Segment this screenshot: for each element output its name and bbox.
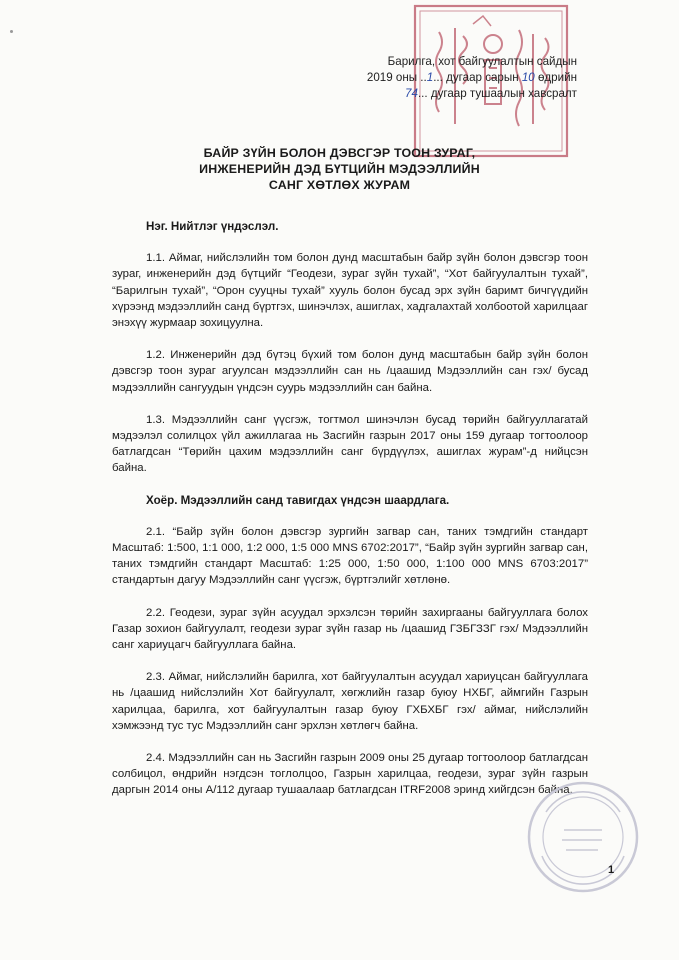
handwritten-order-number: 74	[405, 87, 418, 100]
section-heading-2: Хоёр. Мэдээллийн санд тавигдах үндсэн шаардлага.	[146, 493, 450, 507]
paragraph-2-2: 2.2. Геодези, зураг зүйн асуудал эрхэлсэн төрийн захиргааны байгууллага болох Газар зохион байгуулалт, геодези зураг зүйн газар нь /цаашид ГЗБГЗЗГ гэх/ Мэдээллийн санг хариуцагч байгууллага байна.	[112, 606, 588, 652]
title-line-2: ИНЖЕНЕРИЙН ДЭД БҮТЦИЙН МЭДЭЭЛЛИЙН	[199, 162, 480, 176]
paragraph-1-2: 1.2. Инженерийн дэд бүтэц бүхий том болон дунд масштабын байр зүйн болон дэвсгэр тоон зураг агуулсан мэдээллийн сан нь /цаашид Мэдээллийн сан гэх/ бусад мэдээллийн сангуудын үндсэн суурь мэдээллийн сан байна.	[112, 349, 588, 394]
page-number: 1	[608, 864, 615, 876]
title-line-1: БАЙР ЗҮЙН БОЛОН ДЭВСГЭР ТООН ЗУРАГ,	[203, 146, 476, 160]
handwritten-day: 10	[521, 71, 535, 84]
round-seal	[524, 778, 642, 896]
paragraph-1-3: 1.3. Мэдээллийн санг үүсгэж, тогтмол шинэчлэн бусад төрийн байгууллагатай мэдээлэл солилцох үйл ажиллагаа нь Засгийн газрын 2017 оны 159 дугаар тогтоолоор батлагдсан “Төрийн цахим мэдээллийн санг бүрдүүлэх, ашиглах журам”-д нийцсэн байна.	[112, 413, 588, 475]
paragraph-1-1: 1.1. Аймаг, нийслэлийн том болон дунд масштабын байр зүйн болон дэвсгэр тоон зураг, инженерийн дэд бүтцийг “Геодези, зураг зүйн тухай”, “Хот байгуулалтын тухай”, “Барилгын тухай”, “Орон сууцны тухай” хууль болон бусад эрх зүйн баримт бичгүүдийн хүрээнд мэдээллийн санд бүртгэх, шинэчлэх, ашиглах, хадгалахтай холбоотой харилцааг энэхүү журмаар зохицуулна.	[112, 252, 588, 330]
header-line-2: 2019 оны ..1... дугаар сарын 10 өдрийн	[366, 71, 577, 84]
title-line-3: САНГ ХӨТЛӨХ ЖУРАМ	[268, 178, 411, 192]
attachment-header	[367, 54, 577, 102]
section-heading-1: Нэг. Нийтлэг үндэслэл.	[146, 220, 279, 233]
header-line-3: 74... дугаар тушаалын хавсралт	[405, 87, 577, 100]
handwritten-month: 1	[426, 71, 434, 84]
header-line-1: Барилга, хот байгуулалтын сайдын	[387, 55, 577, 68]
scan-speck	[10, 30, 13, 33]
document-body	[112, 219, 588, 815]
paragraph-2-4: 2.4. Мэдээллийн сан нь Засгийн газрын 2009 оны 25 дугаар тогтоолоор батлагдсан солбицол, өндрийн нэгдсэн тоглолцоо, Газрын харилцаа, геодези, зураг зүйн газрын даргын 2014 оны А/112 дугаар тушаалаар батлагдсан ITRF2008 эринд хийгдсэн байна.	[112, 752, 588, 797]
document-title	[0, 145, 679, 193]
paragraph-2-3: 2.3. Аймаг, нийслэлийн барилга, хот байгуулалтын асуудал хариуцсан байгууллага нь /цаашид нийслэлийн Хот байгуулалт, хөгжлийн газар буюу НХБГ, аймгийн Газрын харилцаа, барилга, хот байгуулалтын газар буюу ГХБХБГ гэх/ аймаг, нийслэлийн хэмжээнд тус тус Мэдээллийн санг эрхлэн хөтлөгч байна.	[112, 671, 588, 732]
paragraph-2-1: 2.1. “Байр зүйн болон дэвсгэр зургийн загвар сан, таних тэмдгийн стандарт Масштаб: 1:500, 1:1 000, 1:2 000, 1:5 000 MNS 6702:2017”, “Байр зүйн зургийн загвар сан, таних тэмдгийн стандарт Масштаб: 1:25 000, 1:50 000, 1:100 000 MNS 6703:2017” стандартын дагуу Мэдээллийн санг үүсгэж, бүртгэлийг хөтлөнө.	[112, 525, 588, 587]
